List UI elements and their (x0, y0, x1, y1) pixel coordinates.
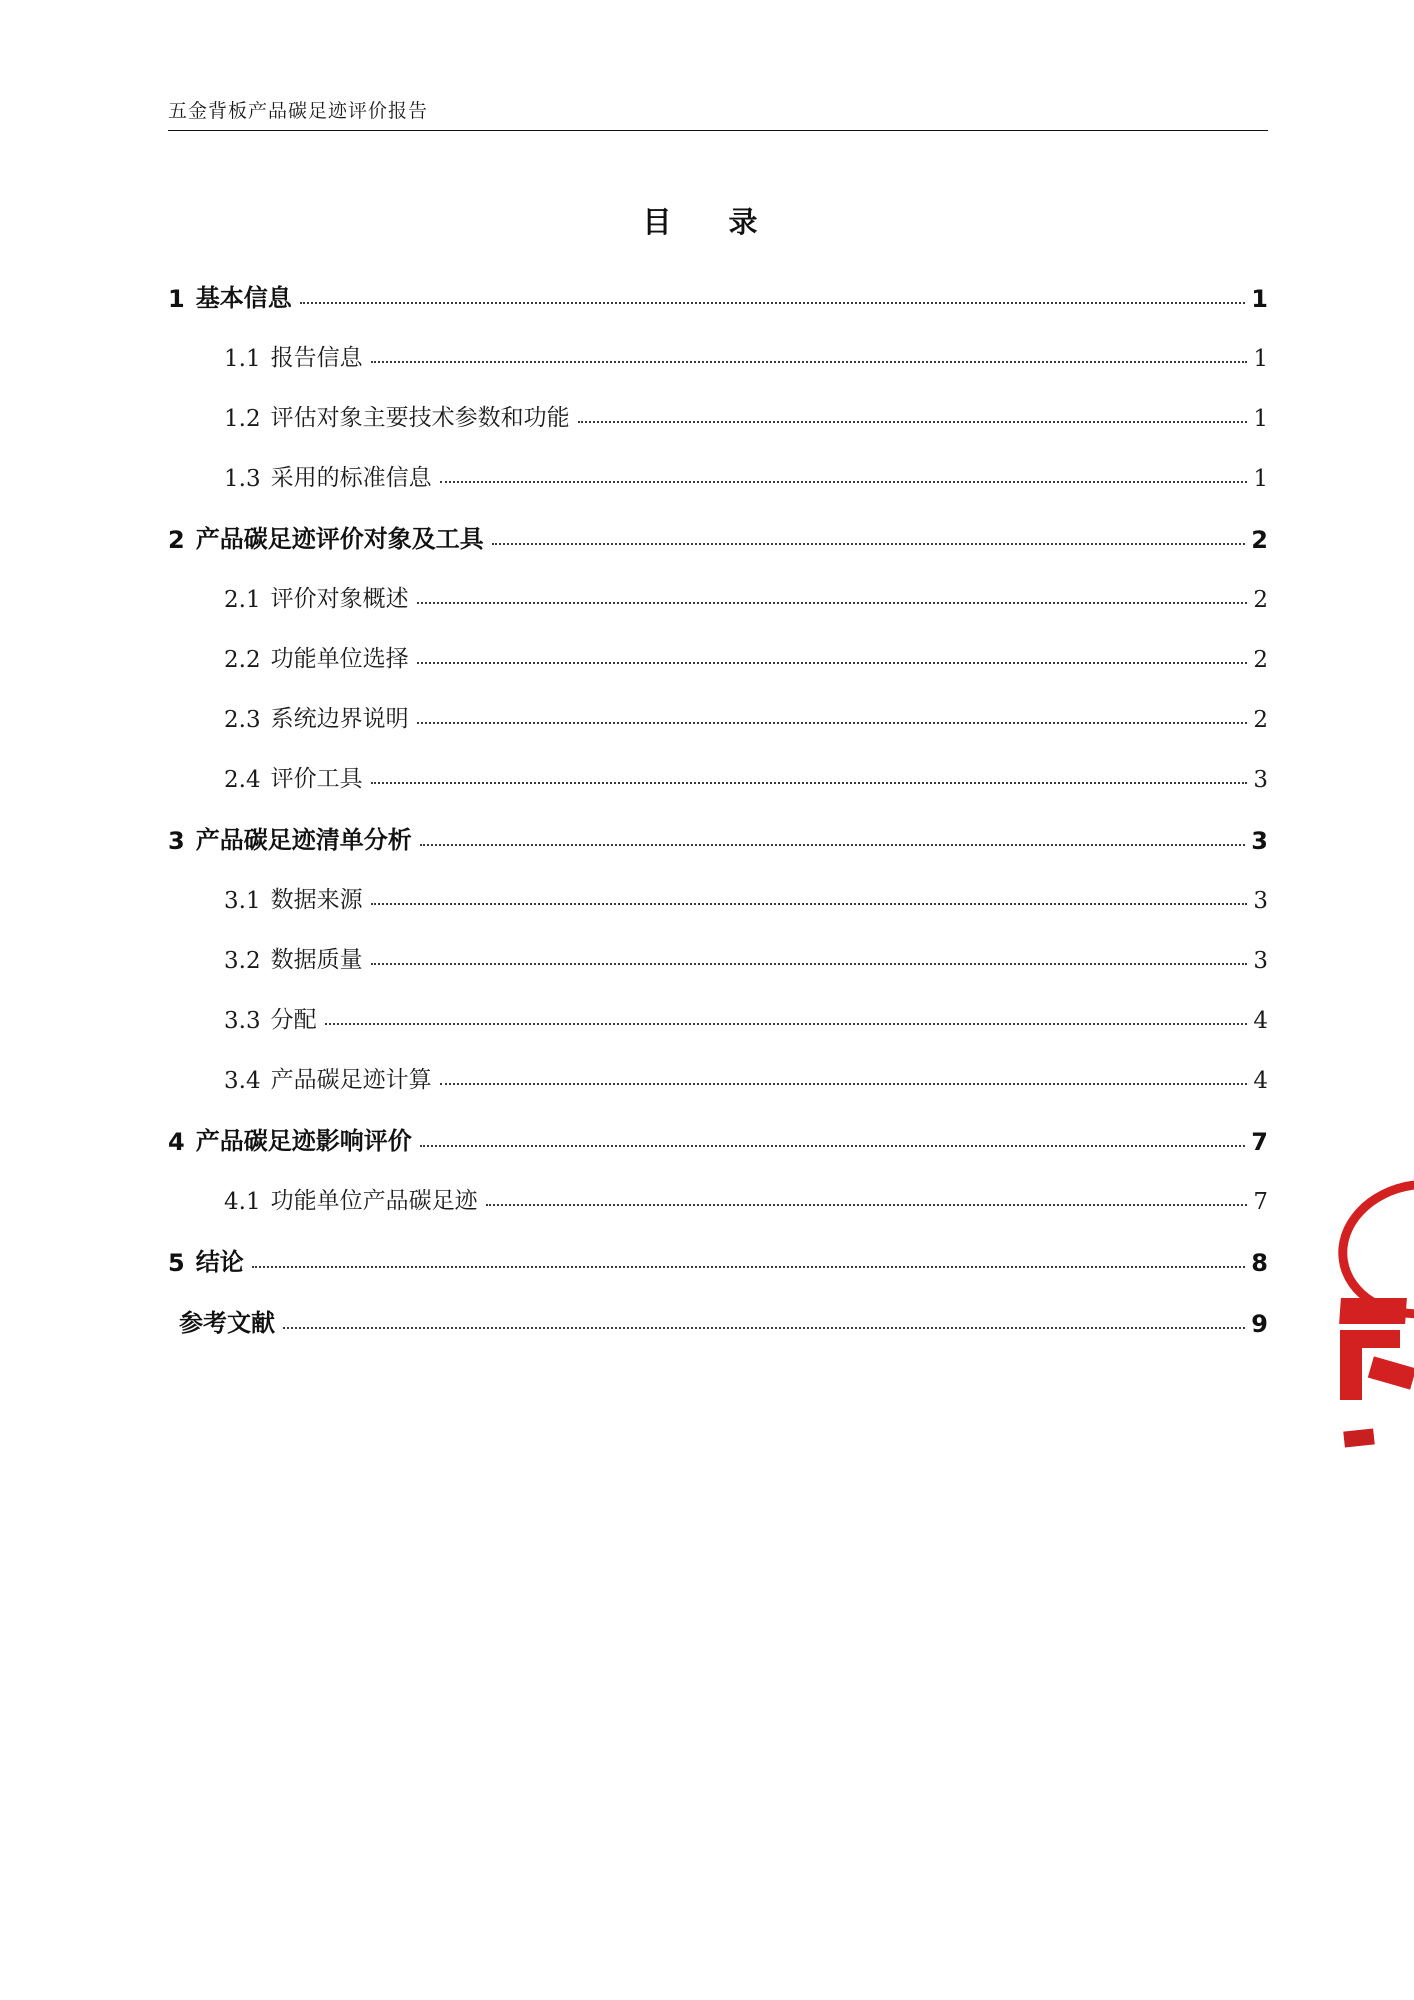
toc-leader (578, 420, 1248, 423)
toc-entry[interactable] (168, 1061, 1268, 1094)
toc-entry[interactable] (168, 519, 1268, 554)
toc-entry-number: 1.3 (224, 466, 261, 492)
toc-entry-page: 1 (1253, 406, 1268, 432)
toc-entry-label: 功能单位产品碳足迹 (270, 1188, 478, 1214)
toc-entry-page: 8 (1251, 1249, 1268, 1277)
toc-entry-number: 1 (168, 285, 185, 313)
toc-entry-label: 功能单位选择 (270, 646, 409, 672)
toc-leader (492, 542, 1246, 545)
toc-entry-number: 2.2 (224, 647, 261, 673)
toc-entry-page: 3 (1251, 827, 1268, 855)
toc-leader (371, 902, 1248, 905)
toc-entry-number: 4.1 (224, 1189, 261, 1215)
toc-entry-number: 3.3 (224, 1008, 261, 1034)
toc-entry[interactable] (168, 640, 1268, 673)
toc-entry-page: 1 (1251, 285, 1268, 313)
seal-arc (1329, 1180, 1414, 1329)
toc-entry-label: 产品碳足迹评价对象及工具 (195, 525, 484, 553)
toc-entry-page: 1 (1253, 466, 1268, 492)
table-of-contents (168, 278, 1268, 1364)
toc-entry-page: 1 (1253, 346, 1268, 372)
toc-entry[interactable] (168, 881, 1268, 914)
red-seal-stamp (1324, 1180, 1414, 1480)
toc-entry-page: 4 (1253, 1008, 1268, 1034)
toc-leader (420, 1144, 1246, 1147)
toc-entry-references[interactable] (168, 1303, 1268, 1338)
toc-entry[interactable] (168, 760, 1268, 793)
toc-entry[interactable] (168, 1001, 1268, 1034)
toc-entry-label: 报告信息 (270, 345, 363, 371)
seal-glyph (1343, 1428, 1375, 1447)
running-header (168, 96, 1268, 131)
toc-entry-number: 2.4 (224, 767, 261, 793)
toc-entry-number: 1.1 (224, 346, 261, 372)
toc-leader (417, 661, 1248, 664)
toc-leader (283, 1326, 1245, 1329)
seal-glyph (1339, 1298, 1407, 1324)
toc-entry[interactable] (168, 1121, 1268, 1156)
toc-entry[interactable] (168, 580, 1268, 613)
toc-entry-number: 3.2 (224, 948, 261, 974)
toc-entry-number: 4 (168, 1128, 185, 1156)
toc-leader (252, 1265, 1246, 1268)
toc-entry-page: 3 (1253, 767, 1268, 793)
toc-entry-label: 基本信息 (195, 284, 292, 312)
toc-leader (300, 301, 1246, 304)
toc-leader (417, 601, 1248, 604)
toc-entry-page: 7 (1251, 1128, 1268, 1156)
toc-entry-number: 3.1 (224, 888, 261, 914)
toc-entry[interactable] (168, 820, 1268, 855)
toc-entry-label: 产品碳足迹计算 (270, 1067, 432, 1093)
seal-glyph (1340, 1330, 1400, 1400)
toc-entry-page: 3 (1253, 948, 1268, 974)
toc-entry[interactable] (168, 700, 1268, 733)
toc-entry-page: 2 (1253, 587, 1268, 613)
toc-entry-label: 数据质量 (270, 947, 363, 973)
toc-entry-label: 评估对象主要技术参数和功能 (270, 405, 570, 431)
toc-entry-number: 1.2 (224, 406, 261, 432)
running-header-title: 五金背板产品碳足迹评价报告 (168, 100, 429, 122)
header-rule (168, 130, 1268, 131)
toc-entry-page: 9 (1251, 1310, 1268, 1338)
toc-entry-page: 3 (1253, 888, 1268, 914)
toc-entry-number: 2.1 (224, 587, 261, 613)
toc-leader (371, 360, 1248, 363)
toc-entry-page: 7 (1253, 1189, 1268, 1215)
toc-entry-number: 3 (168, 827, 185, 855)
toc-entry-page: 2 (1253, 707, 1268, 733)
toc-entry-page: 4 (1253, 1068, 1268, 1094)
toc-entry[interactable] (168, 339, 1268, 372)
toc-leader (420, 843, 1246, 846)
toc-entry[interactable] (168, 1242, 1268, 1277)
toc-entry[interactable] (168, 941, 1268, 974)
toc-entry[interactable] (168, 399, 1268, 432)
toc-entry-label: 结论 (195, 1248, 244, 1276)
toc-leader (440, 1082, 1248, 1085)
toc-entry-label: 分配 (270, 1007, 317, 1033)
page-title: 目 录 (642, 205, 772, 239)
toc-entry-label: 产品碳足迹清单分析 (195, 826, 412, 854)
toc-entry-label: 系统边界说明 (270, 706, 409, 732)
toc-entry-page: 2 (1251, 526, 1268, 554)
toc-leader (371, 962, 1248, 965)
toc-entry-number: 2 (168, 526, 185, 554)
toc-leader (486, 1203, 1248, 1206)
toc-entry-number: 2.3 (224, 707, 261, 733)
toc-entry-page: 2 (1253, 647, 1268, 673)
toc-leader (371, 781, 1248, 784)
toc-entry-number: 3.4 (224, 1068, 261, 1094)
toc-entry-label: 数据来源 (270, 887, 363, 913)
toc-leader (417, 721, 1248, 724)
toc-entry-number: 5 (168, 1249, 185, 1277)
toc-leader (325, 1022, 1248, 1025)
seal-glyph (1368, 1356, 1414, 1389)
toc-entry-label: 评价对象概述 (270, 586, 409, 612)
toc-entry[interactable] (168, 1182, 1268, 1215)
toc-entry-label: 采用的标准信息 (270, 465, 432, 491)
toc-entry-label: 参考文献 (179, 1309, 275, 1337)
toc-entry[interactable] (168, 459, 1268, 492)
toc-leader (440, 480, 1248, 483)
toc-entry-label: 评价工具 (270, 766, 363, 792)
toc-entry[interactable] (168, 278, 1268, 313)
toc-entry-label: 产品碳足迹影响评价 (195, 1127, 412, 1155)
